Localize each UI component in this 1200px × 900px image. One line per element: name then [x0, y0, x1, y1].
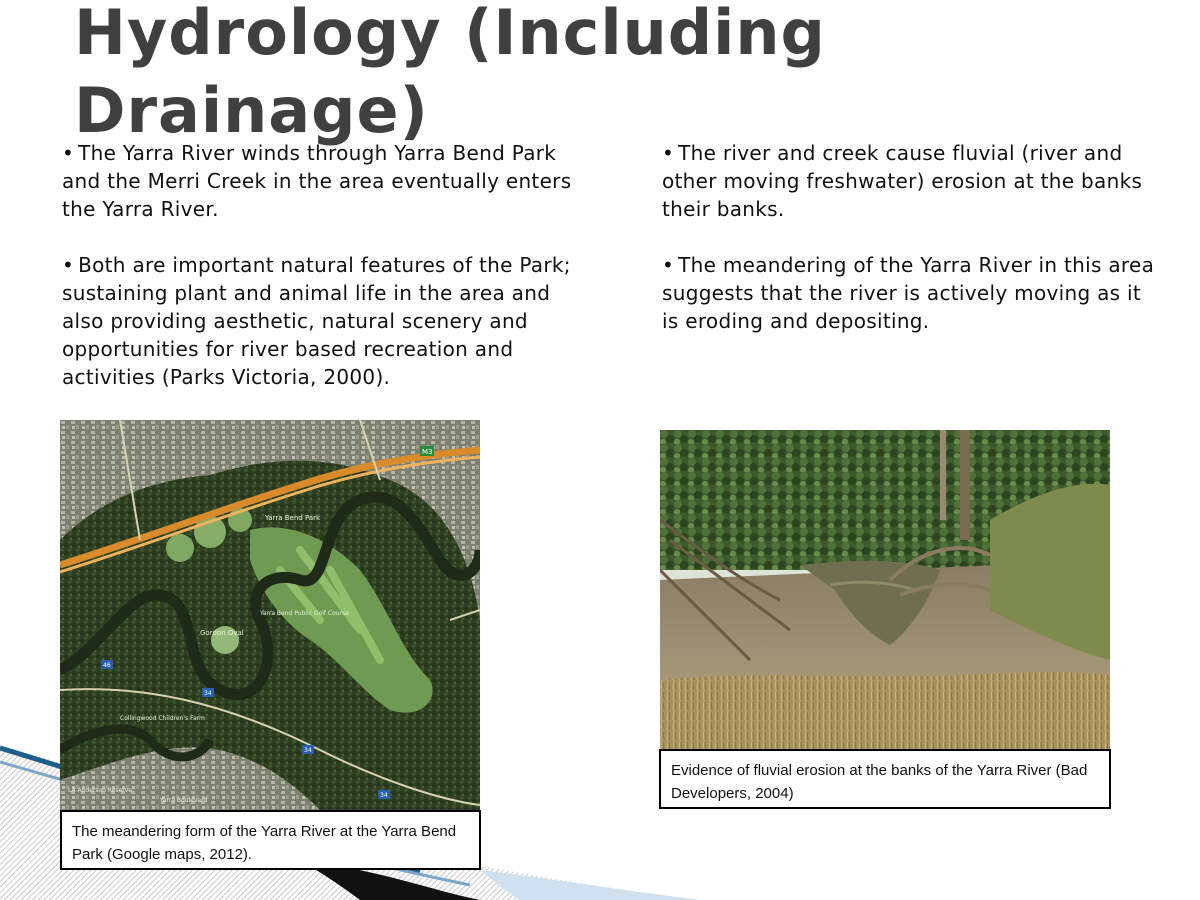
map-label-reserve: Collingwood Children's Farm — [120, 715, 205, 722]
left-text-column — [62, 139, 592, 419]
map-caption: The meandering form of the Yarra River at the Yarra Bend Park (Google maps, 2012). — [60, 810, 481, 870]
map-label-oval: Gordon Oval — [200, 629, 244, 637]
map-graphic — [60, 420, 480, 810]
bullet-dot: • — [62, 141, 75, 165]
map-label-park: Yarra Bend Park — [265, 514, 321, 522]
photo-graphic — [660, 430, 1110, 750]
left-bullet-2-text: Both are important natural features of the Park; sustaining plant and animal life in the area and also providing aesthetic, natural scenery and opportunities for river based recreation and activities (Parks Victoria, 2000). — [62, 253, 571, 389]
map-label-bottom: Yarra Boulevard — [160, 797, 208, 804]
road-shield-label: 34 — [304, 747, 312, 754]
right-bullet-1-text: The river and creek cause fluvial (river and other moving freshwater) erosion at the banks their banks. — [662, 141, 1143, 221]
erosion-photo-image — [660, 430, 1110, 750]
left-bullet-1 — [62, 139, 592, 223]
bullet-dot: • — [62, 253, 75, 277]
road-shield-label: 46 — [103, 662, 111, 669]
road-shield-label: 34 — [204, 690, 212, 697]
bullet-dot: • — [662, 253, 675, 277]
right-bullet-1 — [662, 139, 1162, 223]
yarra-bend-map-image — [60, 420, 480, 810]
map-label-golf: Yarra Bend Public Golf Course — [260, 610, 349, 617]
right-bullet-2-text: The meandering of the Yarra River in this area suggests that the river is actively moving as it is eroding and depositing. — [662, 253, 1155, 333]
road-shield-label: 34 — [380, 792, 388, 799]
right-bullet-2 — [662, 251, 1162, 335]
left-bullet-2 — [62, 251, 592, 391]
left-bullet-1-text: The Yarra River winds through Yarra Bend Park and the Merri Creek in the area eventually enters the Yarra River. — [62, 141, 572, 221]
slide-title: Hydrology (Including Drainage) — [74, 0, 826, 147]
road-shield-label: M3 — [422, 448, 433, 456]
right-text-column — [662, 139, 1162, 363]
bullet-dot: • — [662, 141, 675, 165]
photo-caption: Evidence of fluvial erosion at the banks of the Yarra River (Bad Developers, 2004) — [659, 749, 1111, 809]
map-label-corner: LA Anderson Reserve — [68, 787, 132, 794]
